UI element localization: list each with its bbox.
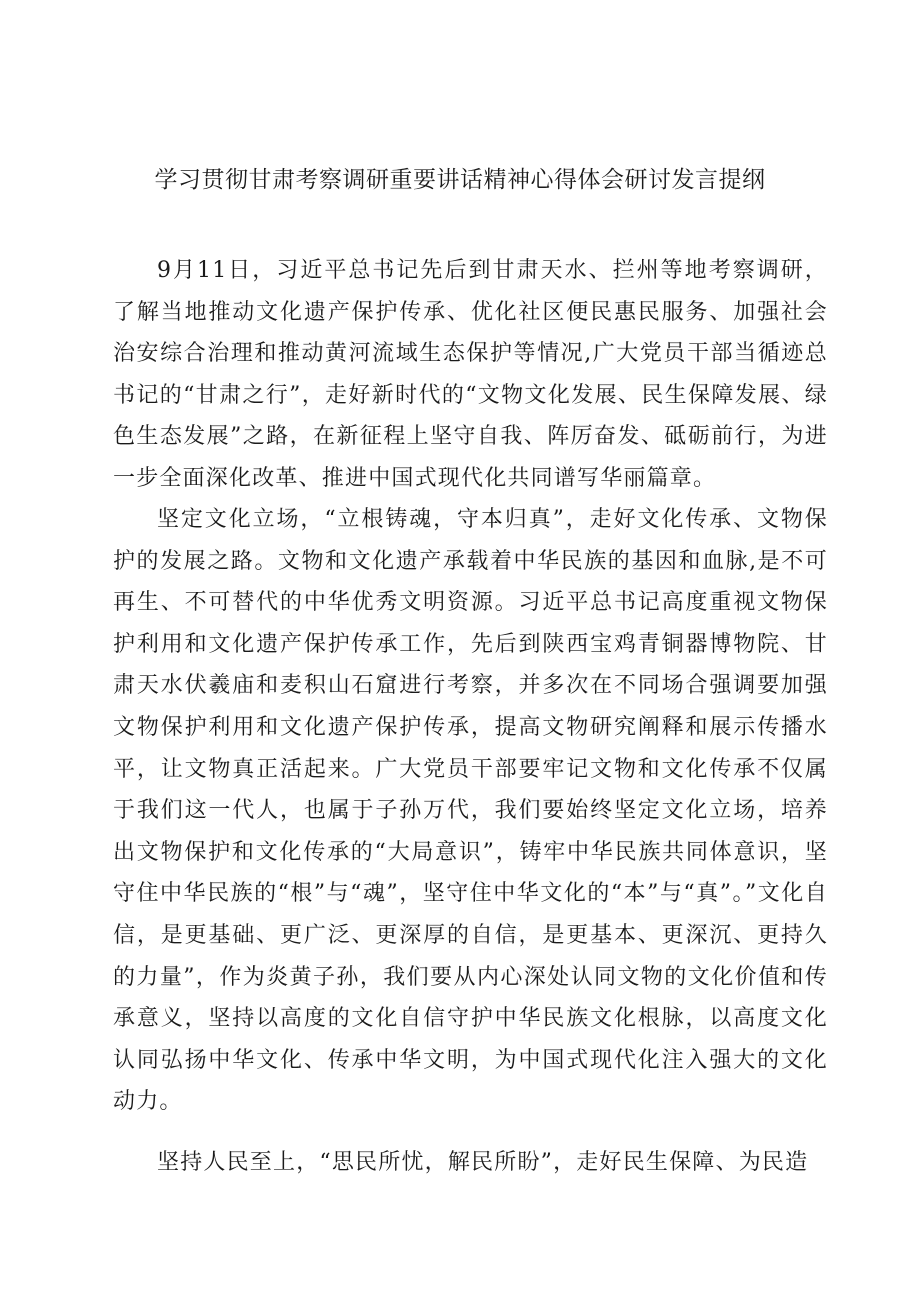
paragraph-intro: 9月11日，习近平总书记先后到甘肃天水、拦州等地考察调研，了解当地推动文化遗产保护传承、优化社区便民惠民服务、加强社会治安综合治理和推动黄河流域生态保护等情况,广大党员干部当循迹总书记的“甘肃之行”，走好新时代的“文物文化发展、民生保障发展、绿色生态发展”之路，在新征程上坚守自我、阵厉奋发、砥砺前行，为进一步全面深化改革、推进中国式现代化共同谱写华丽篇章。	[113, 258, 828, 491]
document-title: 学习贯彻甘肃考察调研重要讲话精神心得体会研讨发言提纲	[154, 167, 766, 193]
paragraph-culture: 坚定文化立场，“立根铸魂，守本归真”，走好文化传承、文物保护的发展之路。文物和文化遗产承载着中华民族的基因和血脉,是不可再生、不可替代的中华优秀文明资源。习近平总书记高度重视文物保护利用和文化遗产保护传承工作，先后到陕西宝鸡青铜器博物院、甘肃天水伏羲庙和麦积山石窟进行考察，并多次在不同场合强调要加强文物保护利用和文化遗产保护传承，提高文物研究阐释和展示传播水平，让文物真正活起来。广大党员干部要牢记文物和文化传承不仅属于我们这一代人，也属于子孙万代，我们要始终坚定文化立场，培养出文物保护和文化传承的“大局意识”，铸牢中华民族共同体意识，坚守住中华民族的“根”与“魂”，坚守住中华文化的“本”与“真”。”文化自信，是更基础、更广泛、更深厚的自信，是更基本、更深沉、更持久的力量”，作为炎黄子孙，我们要从内心深处认同文物的文化价值和传承意义，坚持以高度的文化自信守护中华民族文化根脉，以高度文化认同弘扬中华文化、传承中华文明，为中国式现代化注入强大的文化动力。	[113, 507, 828, 1115]
paragraph-people: 坚持人民至上，“思民所忧，解民所盼”，走好民生保障、为民造	[157, 1150, 809, 1175]
